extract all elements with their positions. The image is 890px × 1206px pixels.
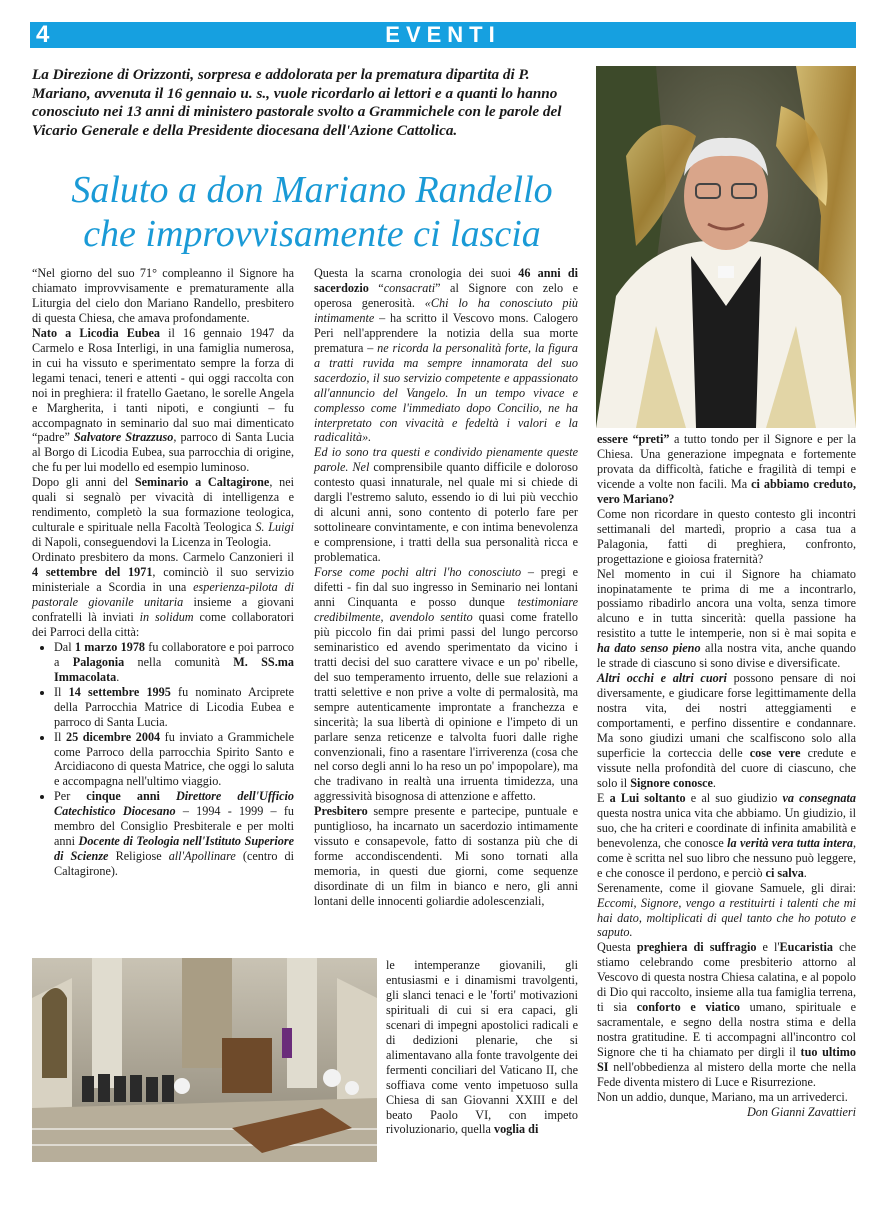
paragraph: essere “preti” a tutto tondo per il Signore e per la Chiesa. Una generazione impegnata e fortemente provata da difficoltà, fatiche e fragilità di tempi e vicende a volte non facili. Ma ci abbiamo creduto, vero Mariano? (597, 432, 856, 506)
article-column-1 (32, 266, 294, 879)
paragraph: Ed io sono tra questi e condivido pienamente queste parole. Nel comprensibile quanto difficile e doloroso contesto quasi innaturale, nel quale mi si chiede di dargli l'estremo saluto, essendo io di lui più vecchio di alcuni anni, sono contento di poterlo fare per sottolineare convintamente, e con intima benevolenza e comprensione, i tratti della sua personalità ricca e problematica. (314, 445, 578, 565)
list-item: • Il 25 dicembre 2004 fu inviato a Grammichele come Parroco della parrocchia Spirito Santo e Arcidiacono di questa Matrice, che oggi lo saluta e accompagna nell'ultimo viaggio. (54, 730, 294, 790)
paragraph: Non un addio, dunque, Mariano, ma un arrivederci. (597, 1089, 848, 1104)
article-column-2 (314, 266, 578, 909)
paragraph: Forse come pochi altri l'ho conosciuto – pregi e difetti - fin dal suo ingresso in Seminario nei lontani anni Cinquanta e posso dunque testimoniare credibilmente, avendolo sentito quasi come fratello più piccolo fin dai primi passi del lungo percorso seminaristico ed avendo sperimentato da vicino i tratti decisi del suo carattere vivace e un po' ribelle, del suo temperamento irruento, delle sue relazioni a tratti selettive e non prive a volte di permalosità, ma sempre autenticamente improntate a franchezza e sincerità; la sua libertà di opinione e l'impeto di un parlare senza reticenze e talvolta fuori dalle righe convenzionali, fino a rasentare l'irriverenza (cosa che nel corso degli anni lo ha reso un po' impopolare), ma che tradivano in realtà una irruenta timidezza, una aggressività bisognosa di attenzione e affetto. (314, 565, 578, 804)
paragraph: Presbitero sempre presente e partecipe, puntuale e puntiglioso, ha incarnato un sacerdozio intimamente vissuto e consapevole, fatto di sostanza più che di forme accondiscendenti. Mi sono tornati alla memoria, in questi due giorni, come sequenze disordinate di un film in bianco e nero, gli anni lontani delle innocenti goliardie adolescenziali, (314, 804, 578, 909)
article-column-3 (597, 432, 856, 1120)
section-title: EVENTI (385, 22, 501, 47)
list-item: • Per cinque anni Direttore dell'Ufficio Catechistico Diocesano – 1994 - 1999 – fu membro del Consiglio Presbiterale e per molti anni Docente di Teologia nell'Istituto Superiore di Scienze Religiose all'Apollinare (centro di Caltagirone). (54, 789, 294, 879)
author-signature: Don Gianni Zavattieri (746, 1104, 856, 1119)
paragraph: le intemperanze giovanili, gli entusiasmi e i dinamismi travolgenti, gli slanci tenaci e le 'forti' motivazioni spirituali di cui si era capaci, gli scenari di impegni apostolici radicali e di dedizioni plenarie, che si alimentavano alla fonte travolgente dei fermenti conciliari del Vaticano II, che soffiava come vento impetuoso sulla Chiesa di san Giovanni XXIII e del beato Paolo VI, con impeto rivoluzionario, quella voglia di (386, 958, 578, 1137)
paragraph: E a Lui soltanto e al suo giudizio va consegnata questa nostra unica vita che abbiamo. Un giudizio, il suo, che ha criteri e coordinate di infinita amabilità e benevolenza, che conosce la verità vera tutta intera, come è scritta nel suo libro che nessuno può leggere, e che conosce il perdono, e perciò ci salva. (597, 790, 857, 880)
article-column-2-continued (386, 958, 578, 1137)
list-item: • Dal 1 marzo 1978 fu collaboratore e poi parroco a Palagonia nella comunità M. SS.ma Immacolata. (54, 640, 294, 685)
paragraph: Come non ricordare in questo contesto gli incontri settimanali del martedì, proprio a casa tua a Palagonia, fatti di preghiera, confronto, progettazione e gioiosa fraternità? (597, 506, 856, 566)
paragraph: Serenamente, come il giovane Samuele, gli dirai: Eccomi, Signore, vengo a restituirti i talenti che mi hai dato, moltiplicati di quel tanto che ho potuto e saputo. (597, 880, 856, 940)
paragraph: Nato a Licodia Eubea il 16 gennaio 1947 da Carmelo e Rosa Interligi, in una famiglia numerosa, in cui ha vissuto e sperimentato sempre la forza di legami tenaci, teneri e attenti - qui oggi raccolta con noi in preghiera: il fratello Gaetano, le sorelle Angela e Margherita, i tanti nipoti, e congiunti – fu accompagnato in seminario dal suo mai dimenticato “padre” Salvatore Strazzuso, parroco di Santa Lucia al Borgo di Licodia Eubea, sua parrocchia di origine, che fu per lui modello ed esempio luminoso. (32, 325, 295, 475)
portrait-photo (596, 66, 856, 428)
paragraph: Altri occhi e altri cuori possono pensare di noi diversamente, e giudicare forse legittimamente della nostra vita, dei nostri atteggiamenti e comportamenti, e perfino dissentire e condannare. Ma sono giudizi umani che scalfiscono solo alla superficie la corteccia delle cose vere credute e vissute nella profondità del cuore di ciascuno, che solo il Signore conosce. (597, 671, 856, 790)
paragraph: Questa la scarna cronologia dei suoi 46 anni di sacerdozio “consacrati” al Signore con zelo e operosa generosità. «Chi lo ha conosciuto più intimamente – ha scritto il Vescovo mons. Calogero Peri nell'apprendere la notizia della sua morte prematura – ne ricorda la personalità forte, la figura a tratti ruvida ma sempre innamorata del suo sacerdozio, il suo servizio competente e appassionato all'annuncio del Vangelo. In un tempo vivace e complesso come l'immediato dopo Concilio, ne ha interpretato con vivacità e fedeltà i valori e la radicalità». (314, 266, 579, 445)
page-header-bar (30, 22, 856, 48)
list-item: • Il 14 settembre 1995 fu nominato Arciprete della Parrocchia Matrice di Licodia Eubea e parroco di Santa Lucia. (54, 685, 294, 730)
article-title (32, 168, 592, 256)
paragraph: Ordinato presbitero da mons. Carmelo Canzonieri il 4 settembre del 1971, cominciò il suo servizio ministeriale a Scordia in una esperienza-pilota di pastorale giovanile unitaria insieme a giovani confratelli là inviati in solidum come collaboratori dei Parroci della città: (32, 550, 295, 639)
funeral-photo (32, 958, 377, 1162)
title-line-1: Saluto a don Mariano Randello (71, 169, 553, 211)
paragraph: “Nel giorno del suo 71° compleanno il Signore ha chiamato improvvisamente e prematuramente alla Liturgia del cielo don Mariano Randello, presbitero di questa Chiesa, che amava profondamente. (32, 266, 294, 325)
career-list (32, 640, 294, 879)
page-number: 4 (36, 21, 50, 48)
paragraph: Questa preghiera di suffragio e l'Eucaristia che stiamo celebrando come presbiterio attorno al Vescovo di questa nostra Chiesa calatina, e al popolo di Dio qui raccolto, insieme alla tua famiglia terrena, ti sia conforto e viatico umano, spirituale e sacramentale, e segno della nostra stima e della nostra gratitudine. E ti accompagni all'incontro col Signore che ti ha chiamato per dirgli il tuo ultimo SI nell'obbedienza al mistero della morte che nella Fede diventa mistero di Luce e Risurrezione. (597, 940, 857, 1089)
paragraph: Dopo gli anni del Seminario a Caltagirone, nei quali si segnalò per vivacità di intelligenza e rendimento, completò la sua formazione teologica, culturale e spirituale nella Facoltà Teologica S. Luigi di Napoli, conseguendovi la Licenza in Teologia. (32, 475, 295, 550)
title-line-2: che improvvisamente ci lascia (83, 213, 541, 255)
paragraph: Nel momento in cui il Signore ha chiamato inopinatamente te prima di me a incontrarlo, possiamo ribadirlo ancora una volta, senza timore alcuno e in tutta sincerità: quella passione ha resistito a tutte le intemperie, non si è mai sopita e ha dato senso pieno alla nostra vita, anche quando le strade di ciascuno si sono divise e diversificate. (597, 566, 856, 671)
intro-paragraph: La Direzione di Orizzonti, sorpresa e addolorata per la prematura dipartita di P. Mariano, avvenuta il 16 gennaio u. s., vuole ricordarlo ai lettori e a quanti lo hanno conosciuto nei 13 anni di ministero pastorale svolto a Grammichele con le parole del Vicario Generale e della Presidente diocesana dell'Azione Cattolica. (32, 66, 562, 139)
